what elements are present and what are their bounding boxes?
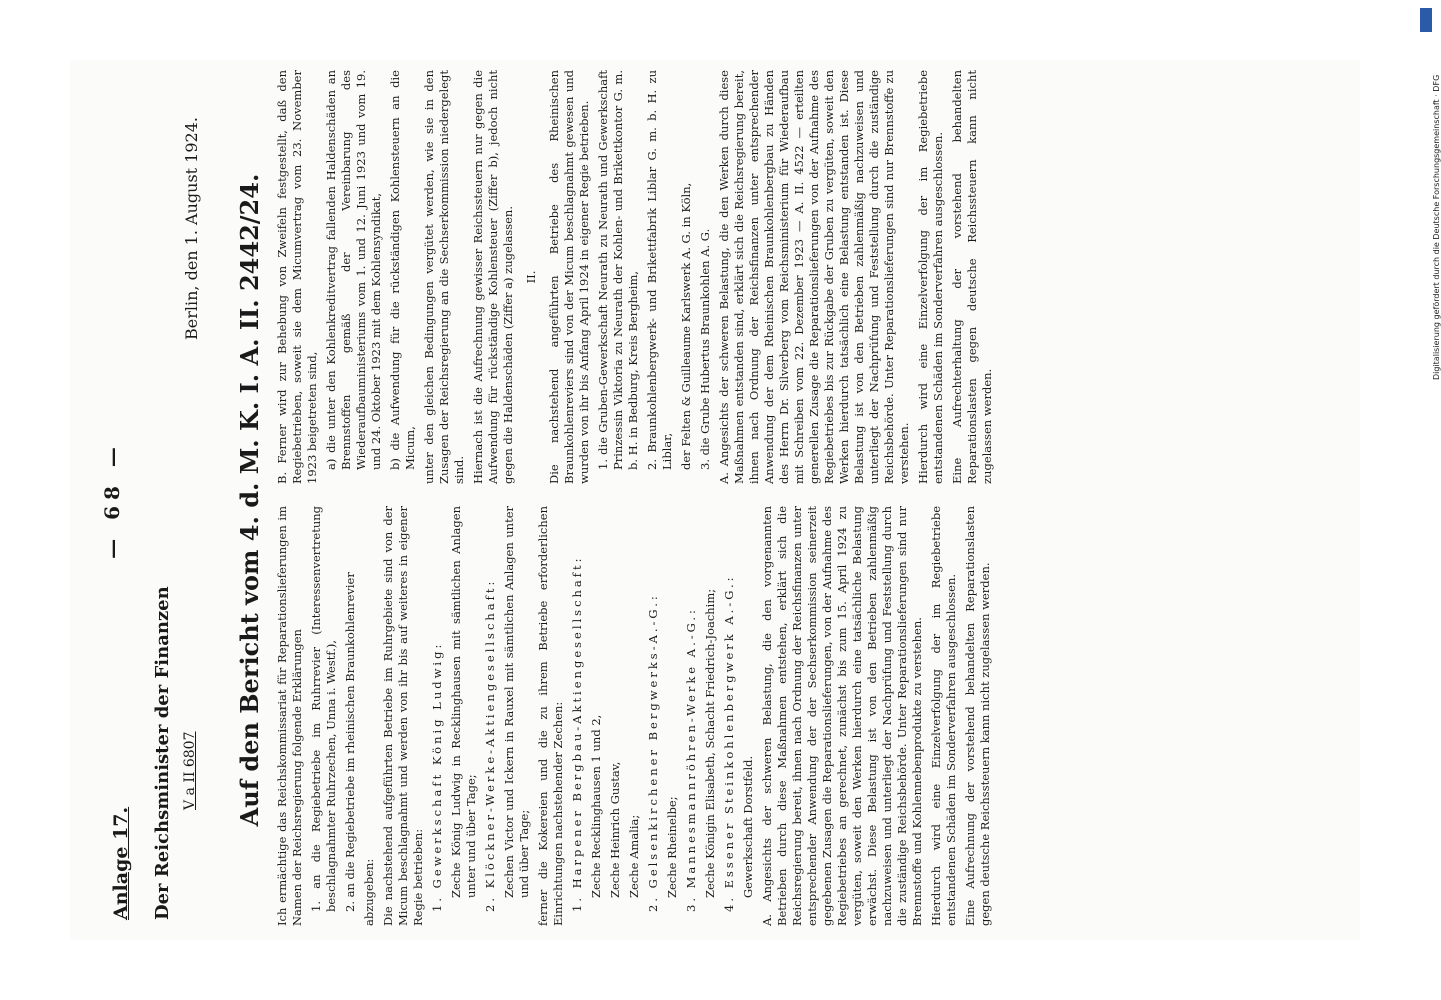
company-heading: 2. Gelsenkirchener Bergwerks-A.-G.:	[646, 593, 660, 912]
paragraph: Eine Aufrechterhaltung der vorstehend behandelten Reparationslasten gegen deutsche Reichssteuern kann nicht zugelassen werden.	[950, 70, 994, 484]
list-item: 2. an die Regiebetriebe im rheinischen Braunkohlenrevier	[343, 572, 357, 912]
dfg-logo-text: DFG	[1432, 74, 1441, 92]
list-item: 3. die Grube Hubertus Braunkohlen A. G.	[698, 228, 712, 470]
list-item: Zeche Recklinghausen 1 und 2,	[589, 714, 603, 898]
document-heading: Auf den Bericht vom 4. d. M. K. I. A. II. 2442/24.	[235, 173, 264, 827]
list-item: 2. Braunkohlenbergwerk- und Brikettfabrik Liblar G. m. b. H. zu Liblar,	[645, 70, 674, 470]
company-heading: 3. Mannesmannröhren-Werke A.-G.:	[684, 607, 698, 912]
paragraph: Ich ermächtige das Reichskommissariat für Reparationslieferungen im Namen der Reichsregierung folgende Erklärungen	[275, 506, 304, 926]
paragraph: B. Ferner wird zur Behebung von Zweifeln festgestellt, daß den Regiebetrieben, soweit sie dem Micumvertrag vom 23. November 1923 beigetreten sind,	[275, 70, 319, 484]
company-heading: 1. Gewerkschaft König Ludwig:	[430, 641, 444, 912]
paragraph: ferner die Kokereien und die zu ihrem Betriebe erforderlichen Einrichtungen nachstehender Zechen:	[536, 506, 565, 926]
list-item: Zeche Amalia;	[627, 814, 641, 898]
list-item: Zeche König Ludwig in Recklinghausen mit sämtlichen Anlagen unter und über Tage;	[449, 506, 478, 898]
page-number: — 68 —	[100, 441, 124, 559]
list-item: Zeche Rheinelbe;	[665, 796, 679, 898]
paragraph: Hierdurch wird eine Einzelverfolgung der im Regiebetriebe entstandenen Schäden im Sonderverfahren ausgeschlossen.	[929, 506, 958, 926]
section-numeral: II.	[524, 270, 538, 284]
list-item: Zeche Königin Elisabeth, Schacht Friedrich-Joachim;	[703, 588, 717, 898]
list-item: b) die Aufwendung für die rückständigen Kohlensteuern an die Micum,	[388, 70, 417, 470]
dfg-logo	[1420, 8, 1432, 32]
list-item: Zeche Heinrich Gustav,	[608, 761, 622, 898]
paragraph: Hiernach ist die Aufrechnung gewisser Reichssteuern nur gegen die Aufwendung für rückständige Kohlensteuer (Ziffer b), jedoch nicht gegen die Haldenschäden (Ziffer a) zugelassen.	[471, 70, 515, 484]
reference-number: V a II 6807	[182, 731, 198, 810]
paragraph: abzugeben:	[362, 858, 376, 926]
digitization-note	[1432, 20, 1441, 380]
digitization-note-text: Digitalisierung gefördert durch die Deutsche Forschungsgemeinschaft ·	[1432, 94, 1441, 380]
list-item: Zechen Victor und Ickern in Rauxel mit sämtlichen Anlagen unter und über Tage;	[502, 506, 531, 898]
rotated-document	[60, 60, 1360, 940]
paragraph: A. Angesichts der schweren Belastung, die den vorgenannten Betrieben durch diese Maßnahmen entstehen, erklärt sich die Reichsregierung bereit, ihnen nach Ordnung der Reichsfinanzen unter entsprechender Anwendung der der Sechserkommission seinerzeit gegebenen Zusagen die Reparationslieferungen, von der Aufnahme des Regiebetriebes an gerechnet, zunächst bis zum 15. April 1924 zu vergüten, soweit den Werken hierdurch eine tatsächliche Belastung erwächst. Diese Belastung ist von den Betrieben zahlenmäßig nachzuweisen und unterliegt der Nachprüfung und Feststellung durch die zuständige Reichsbehörde. Unter Reparationslieferungen sind nur Brennstoffe und Kohlennebenprodukte zu verstehen.	[760, 506, 924, 926]
paragraph: A. Angesichts der schweren Belastung, die den Werken durch diese Maßnahmen entstanden sind, erklärt sich die Reichsregierung bereit, ihnen nach Ordnung der Reichsfinanzen unter entsprechender Anwendung der dem Rheinischen Braunkohlenbergbau zu Händen des Herrn Dr. Silverberg vom Reichsministerium für Wiederaufbau mit Schreiben vom 22. Dezember 1923 — A. II. 4522 — erteilten generellen Zusage die Reparationslieferungen von der Aufnahme des Regiebetriebes bis zur Rückgabe der Gruben zu vergüten, soweit den Werken hierdurch tatsächlich eine Belastung entstanden ist. Diese Belastung ist von den Betrieben zahlenmäßig nachzuweisen und unterliegt der Nachprüfung und Feststellung durch die zuständige Reichsbehörde. Unter Reparationslieferungen sind nur Brennstoffe zu verstehen.	[717, 70, 911, 484]
paragraph: Hierdurch wird eine Einzelverfolgung der im Regiebetriebe entstandenen Schäden im Sonderverfahren ausgeschlossen.	[916, 70, 945, 484]
company-heading: 1. Harpener Bergbau-Aktiengesellschaft:	[570, 555, 584, 912]
company-heading: 2. Klöckner-Werke-Aktiengesellschaft:	[483, 578, 497, 912]
paragraph: Eine Aufrechnung der vorstehend behandelten Reparationslasten gegen deutsche Reichssteuern kann nicht zugelassen werden.	[963, 506, 992, 926]
company-heading: 4. Essener Steinkohlenbergwerk A.-G.:	[722, 574, 736, 912]
paragraph: unter den gleichen Bedingungen vergütet werden, wie sie in den Zusagen der Reichsregierung an die Sechserkommission niedergelegt sind.	[422, 70, 466, 484]
dateline: Berlin, den 1. August 1924.	[182, 117, 201, 340]
right-column	[275, 70, 999, 484]
list-item: 1. an die Regiebetriebe im Ruhrrevier (Interessenvertretung beschlagnahmter Ruhrzechen, Unna i. Westf.),	[309, 506, 338, 912]
sender-line: Der Reichsminister der Finanzen	[152, 586, 173, 920]
list-item: 1. die Gruben-Gewerkschaft Neurath zu Neurath und Gewerkschaft Prinzessin Viktoria zu Neurath der Kohlen- und Brikettkontor G. m. b. H. in Bedburg, Kreis Bergheim,	[596, 70, 640, 470]
list-item: Gewerkschaft Dorstfeld.	[741, 755, 755, 898]
paragraph: Die nachstehend angeführten Betriebe des Rheinischen Braunkohlenreviers sind von der Micum beschlagnahmt gewesen und wurden von ihr bis Anfang April 1924 in eigener Regie betrieben.	[547, 70, 591, 484]
paragraph: Die nachstehend aufgeführten Betriebe im Ruhrgebiete sind von der Micum beschlagnahmt und werden von ihr bis auf weiteres in eigener Regie betrieben:	[381, 506, 425, 926]
list-item: a) die unter den Kohlenkreditvertrag fallenden Haldenschäden an Brennstoffen gemäß der Vereinbarung des Wiederaufbauministeriums vom 1. und 12. Juni 1923 und vom 19. und 24. Oktober 1923 mit dem Kohlensyndikat,	[324, 70, 383, 470]
annex-label: Anlage 17.	[110, 806, 132, 920]
left-column	[275, 506, 997, 926]
list-item: der Felten & Guilleaume Karlswerk A. G. in Köln,	[679, 182, 693, 470]
